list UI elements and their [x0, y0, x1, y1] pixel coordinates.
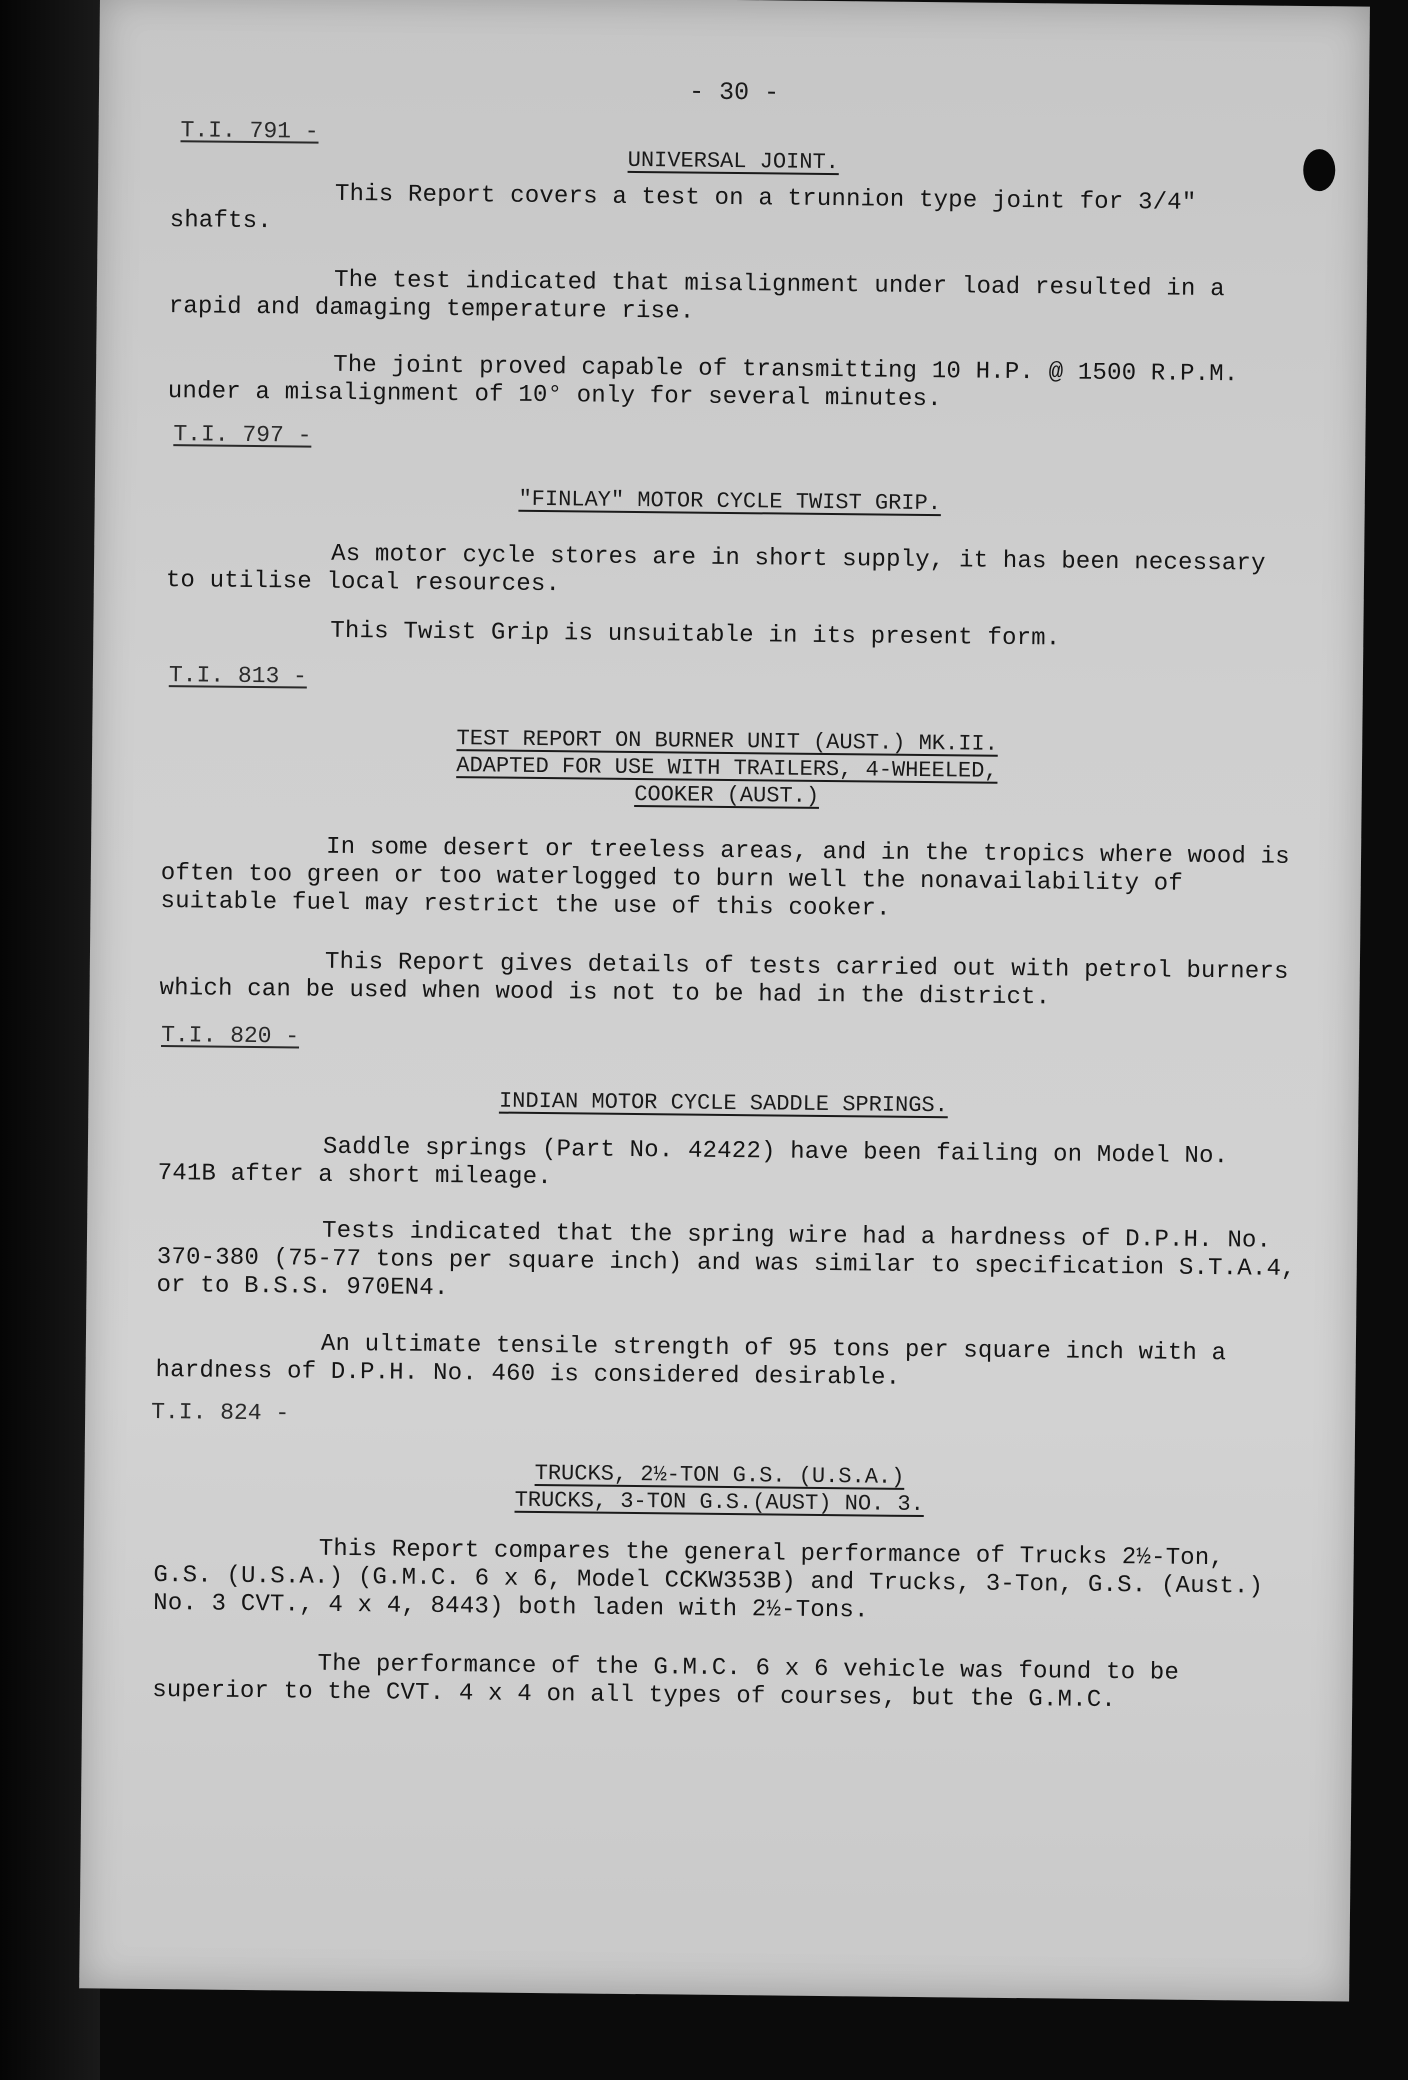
ti-791-para-1: This Report covers a test on a trunnion type joint for 3/4" shafts. [169, 180, 1197, 236]
ti-813-ref: T.I. 813 - [168, 662, 308, 690]
ti-797-heading [95, 481, 1365, 521]
ti-791-para-3: The joint proved capable of transmitting 10 H.P. @ 1500 R.P.M. under a misalignment of 10° only for several minutes. [167, 351, 1239, 414]
ti-820-para-2: Tests indicated that the spring wire had a hardness of D.P.H. No. 370-380 (75-77 tons per square inch) and was similar to specification S.T.A.4, or to B.S.S. 970EN4. [156, 1217, 1296, 1303]
ti-820-para-1: Saddle springs (Part No. 42422) have been failing on Model No. 741B after a short mileage. [157, 1133, 1229, 1192]
ti-824-para-2: The performance of the G.M.C. 6 x 6 vehicle was found to be superior to the CVT. 4 x 4 on all types of courses, but the G.M.C. [152, 1650, 1180, 1715]
heading-line: INDIAN MOTOR CYCLE SADDLE SPRINGS. [498, 1088, 949, 1119]
ti-820-ref: T.I. 820 - [160, 1022, 300, 1050]
ti-824-ref: T.I. 824 - [151, 1398, 290, 1427]
ti-824-heading [84, 1455, 1354, 1522]
ti-797-para-2: This Twist Grip is unsuitable in its present form. [330, 617, 1061, 653]
ti-791-heading [98, 141, 1368, 181]
ti-820-para-3: An ultimate tensile strength of 95 tons per square inch with a hardness of D.P.H. No. 460 is considered desirable. [155, 1330, 1227, 1392]
heading-line: COOKER (AUST.) [634, 781, 820, 809]
heading-line: TEST REPORT ON BURNER UNIT (AUST.) MK.II. [456, 726, 998, 757]
heading-line: UNIVERSAL JOINT. [627, 147, 840, 176]
heading-line: TRUCKS, 2½-TON G.S. (U.S.A.) [534, 1460, 905, 1490]
heading-line: TRUCKS, 3-TON G.S.(AUST) NO. 3. [514, 1487, 925, 1518]
ti-824-para-1: This Report compares the general performance of Trucks 2½-Ton, G.S. (U.S.A.) (G.M.C. 6 x 6, Model CCKW353B) and Trucks, 3-Ton, G.S. (Aust.) No. 3 CVT., 4 x 4, 8443) both laden with 2½-Tons. [153, 1535, 1264, 1625]
page-number: - 30 - [688, 77, 780, 108]
ti-797-para-1: As motor cycle stores are in short supply, it has been necessary to utilise local resources. [165, 540, 1266, 599]
document-page [79, 0, 1370, 2002]
heading-line: ADAPTED FOR USE WITH TRAILERS, 4-WHEELED, [456, 753, 998, 784]
ti-813-heading [92, 721, 1363, 815]
ti-820-heading [88, 1083, 1358, 1123]
ti-813-para-1: In some desert or treeless areas, and in the tropics where wood is often too green or too waterlogged to burn well the nonavailability of suitable fuel may restrict the use of this cooker. [160, 833, 1290, 923]
ti-791-para-2: The test indicated that misalignment under load resulted in a rapid and damaging temperature rise. [168, 266, 1225, 326]
ti-797-ref: T.I. 797 - [173, 421, 312, 449]
heading-line: "FINLAY" MOTOR CYCLE TWIST GRIP. [518, 486, 942, 517]
ti-791-ref: T.I. 791 - [180, 117, 319, 145]
ti-813-para-2: This Report gives details of tests carried out with petrol burners which can be used when wood is not to be had in the district. [159, 948, 1289, 1012]
